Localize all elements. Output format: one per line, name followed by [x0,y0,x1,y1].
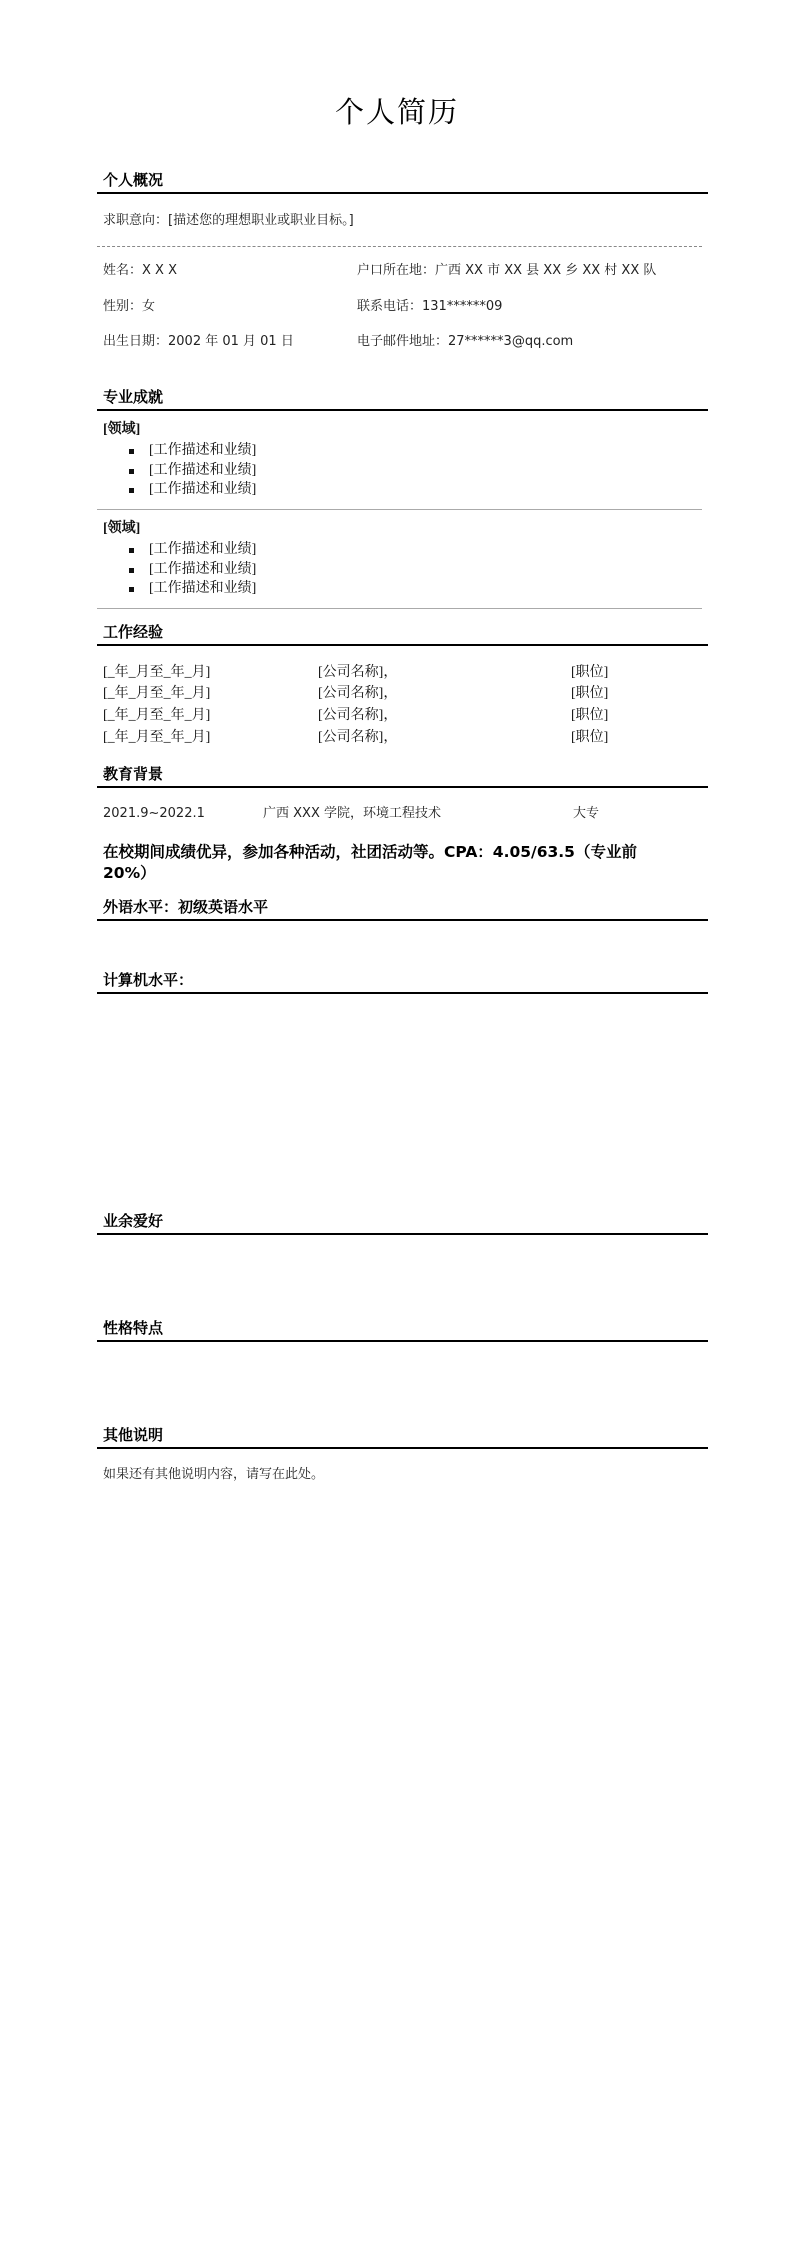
experience-company: [公司名称]， [318,730,398,745]
dashed-divider [97,246,702,247]
achievement-domain: [领域] [103,422,141,437]
section-experience-heading: 工作经验 [97,622,708,646]
divider [97,509,702,510]
other-notes: 如果还有其他说明内容，请写在此处。 [103,1467,325,1482]
section-education-heading: 教育背景 [97,764,708,788]
achievement-item: [工作描述和业绩] [127,461,256,481]
job-objective: 求职意向：[描述您的理想职业或职业目标。] [103,213,354,228]
section-hobbies-heading: 业余爱好 [97,1211,708,1235]
gender-field: 性别：女 [103,299,156,314]
achievement-item: [工作描述和业绩] [127,540,256,560]
section-other-heading: 其他说明 [97,1425,708,1449]
achievement-item: [工作描述和业绩] [127,480,256,500]
hukou-field: 户口所在地：广西 XX 市 XX 县 XX 乡 XX 村 XX 队 [357,263,657,278]
section-overview-heading: 个人概况 [97,170,708,194]
experience-period: [_年_月至_年_月] [103,730,211,745]
page-title: 个人简历 [334,95,459,129]
education-note [103,842,683,884]
experience-position: [职位] [571,665,609,680]
experience-company: [公司名称]， [318,665,398,680]
name-field: 姓名：X X X [103,263,177,278]
section-computer-heading: 计算机水平： [97,970,708,994]
education-note-line: 在校期间成绩优异，参加各种活动，社团活动等。CPA：4.05/63.5（专业前 [103,843,637,861]
phone-field: 联系电话：131******09 [357,299,503,314]
achievement-item: [工作描述和业绩] [127,560,256,580]
section-achievements-heading: 专业成就 [97,387,708,411]
education-degree: 大专 [573,806,600,821]
achievement-domain: [领域] [103,521,141,536]
experience-position: [职位] [571,708,609,723]
experience-position: [职位] [571,730,609,745]
achievement-list [127,441,256,500]
experience-period: [_年_月至_年_月] [103,665,211,680]
experience-period: [_年_月至_年_月] [103,686,211,701]
experience-company: [公司名称]， [318,708,398,723]
section-personality-heading: 性格特点 [97,1318,708,1342]
education-period: 2021.9~2022.1 [103,806,205,821]
education-school: 广西 XXX 学院，环境工程技术 [263,806,441,821]
section-language-heading: 外语水平：初级英语水平 [97,897,708,921]
experience-period: [_年_月至_年_月] [103,708,211,723]
achievement-item: [工作描述和业绩] [127,441,256,461]
achievement-item: [工作描述和业绩] [127,579,256,599]
birthdate-field: 出生日期：2002 年 01 月 01 日 [103,334,294,349]
experience-position: [职位] [571,686,609,701]
education-note-line: 20%） [103,864,156,882]
experience-company: [公司名称]， [318,686,398,701]
divider [97,608,702,609]
email-field: 电子邮件地址：27******3@qq.com [357,334,574,349]
achievement-list [127,540,256,599]
